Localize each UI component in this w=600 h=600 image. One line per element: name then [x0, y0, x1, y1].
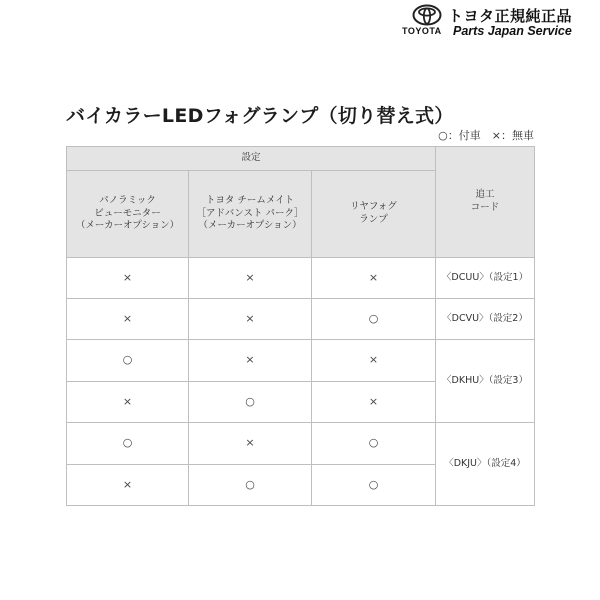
cell-panoramic: ○: [67, 423, 189, 465]
brand-subtitle: Parts Japan Service: [453, 24, 572, 38]
table-row: [67, 258, 535, 299]
table-row: [67, 299, 535, 340]
cell-rearfog: ○: [312, 299, 436, 340]
cell-panoramic: ×: [67, 382, 189, 423]
header-rear-fog-lamp: リヤフォグ ランプ: [312, 171, 436, 258]
brand-title: トヨタ正規純正品: [448, 7, 573, 25]
header-panoramic-view-monitor: パノラミック ビューモニター （メーカーオプション）: [67, 171, 189, 258]
brand-header: [402, 2, 592, 42]
toyota-logo-icon: [412, 4, 442, 26]
header-toyota-teammate: トヨタ チームメイト ［アドバンスト パーク］ （メーカーオプション）: [189, 171, 312, 258]
cell-teammate: ×: [189, 258, 312, 299]
cell-code: 〈DKHU〉（設定3）: [436, 340, 535, 423]
cell-code: 〈DCVU〉（設定2）: [436, 299, 535, 340]
toyota-wordmark: TOYOTA: [402, 26, 442, 36]
cell-panoramic: ×: [67, 299, 189, 340]
cell-rearfog: ×: [312, 340, 436, 382]
symbol-legend: ○：付車 ×：無車: [438, 129, 534, 142]
cell-teammate: ×: [189, 340, 312, 382]
page-title: バイカラーLEDフォグランプ（切り替え式）: [66, 105, 454, 127]
cell-teammate: ×: [189, 299, 312, 340]
cell-panoramic: ○: [67, 340, 189, 382]
cell-rearfog: ○: [312, 465, 436, 506]
settings-table: [66, 146, 535, 506]
cell-code: 〈DKJU〉（設定4）: [436, 423, 535, 506]
table-row: [67, 340, 535, 382]
cell-panoramic: ×: [67, 465, 189, 506]
cell-rearfog: ×: [312, 258, 436, 299]
header-code: 追工 コード: [436, 147, 535, 258]
cell-panoramic: ×: [67, 258, 189, 299]
cell-rearfog: ×: [312, 382, 436, 423]
cell-code: 〈DCUU〉（設定1）: [436, 258, 535, 299]
group-header-settings: 設定: [67, 147, 436, 171]
cell-teammate: ×: [189, 423, 312, 465]
cell-teammate: ○: [189, 382, 312, 423]
table-row: [67, 423, 535, 465]
cell-rearfog: ○: [312, 423, 436, 465]
cell-teammate: ○: [189, 465, 312, 506]
